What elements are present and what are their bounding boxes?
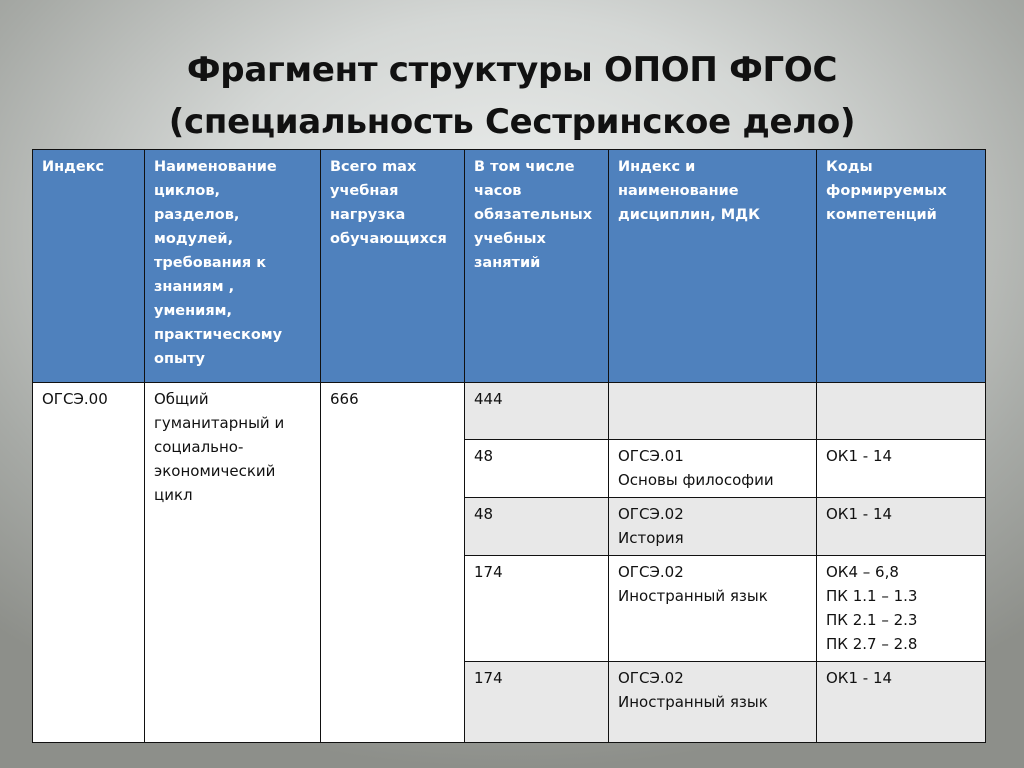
title-line-1: Фрагмент структуры ОПОП ФГОС	[186, 50, 838, 90]
header-discipline: Индекс и наименование дисциплин, МДК	[609, 150, 817, 383]
cell-group-discipline	[609, 383, 817, 440]
cell-group-name: Общий гуманитарный и социально- экономический цикл	[145, 383, 321, 743]
cell-hours: 174	[465, 556, 609, 662]
header-codes: Коды формируемых компетенций	[817, 150, 986, 383]
cell-discipline: ОГСЭ.01 Основы философии	[609, 440, 817, 498]
cell-hours: 48	[465, 498, 609, 556]
title-line-2: (специальность Сестринское дело)	[168, 102, 856, 142]
table-row	[33, 383, 986, 440]
table-header-row	[33, 150, 986, 383]
cell-group-total-max: 666	[321, 383, 465, 743]
cell-codes: ОК1 - 14	[817, 440, 986, 498]
cell-codes: ОК1 - 14	[817, 662, 986, 743]
header-hours: В том числе часов обязательных учебных занятий	[465, 150, 609, 383]
cell-codes: ОК4 – 6,8 ПК 1.1 – 1.3 ПК 2.1 – 2.3 ПК 2.7 – 2.8	[817, 556, 986, 662]
cell-discipline: ОГСЭ.02 Иностранный язык	[609, 662, 817, 743]
cell-group-codes	[817, 383, 986, 440]
cell-discipline: ОГСЭ.02 История	[609, 498, 817, 556]
header-name: Наименование циклов, разделов, модулей, требования к знаниям , умениям, практическому опыту	[145, 150, 321, 383]
slide-title	[0, 44, 1024, 148]
header-total-max: Всего max учебная нагрузка обучающихся	[321, 150, 465, 383]
header-index: Индекс	[33, 150, 145, 383]
cell-group-hours: 444	[465, 383, 609, 440]
cell-hours: 48	[465, 440, 609, 498]
cell-discipline: ОГСЭ.02 Иностранный язык	[609, 556, 817, 662]
cell-hours: 174	[465, 662, 609, 743]
opop-structure-table	[32, 149, 986, 743]
cell-group-index: ОГСЭ.00	[33, 383, 145, 743]
cell-codes: ОК1 - 14	[817, 498, 986, 556]
